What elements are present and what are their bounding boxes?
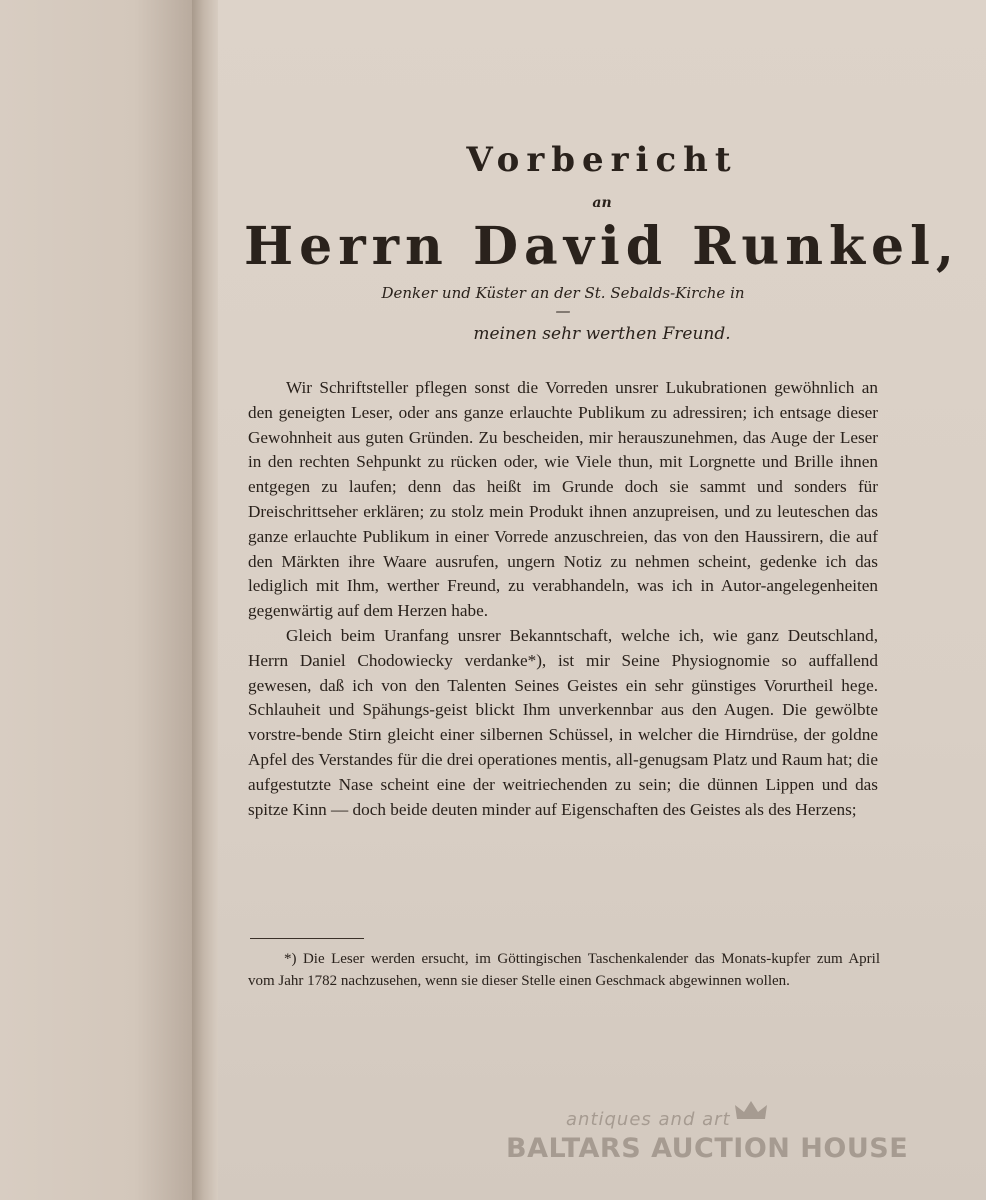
page-title: Vorbericht	[466, 140, 738, 180]
footnote-divider	[250, 938, 364, 939]
body-text	[248, 376, 878, 822]
addressee-role: Denker und Küster an der St. Sebalds-Kirche in —	[381, 284, 745, 320]
watermark	[506, 1105, 909, 1175]
crown-icon	[734, 1099, 768, 1127]
book-gutter	[192, 0, 218, 1200]
addressee-heading: Herrn David Runkel,	[244, 216, 960, 277]
watermark-tagline: antiques and art	[566, 1109, 731, 1130]
title-connector: an	[592, 195, 612, 211]
left-page-margin	[0, 0, 192, 1200]
watermark-name: BALTARS AUCTION HOUSE	[506, 1133, 909, 1164]
footnote: *) Die Leser werden ersucht, im Göttingischen Taschenkalender das Monats-kupfer zum April vom Jahr 1782 nachzusehen, wenn sie dieser Stelle einen Geschmack abgewinnen wollen.	[248, 951, 880, 989]
paragraph-2: Gleich beim Uranfang unsrer Bekanntschaft, welche ich, wie ganz Deutschland, Herrn Daniel Chodowiecky verdanke*), ist mir Seine Physiognomie so auffallend gewesen, daß ich von den Talenten Seines Geistes ein sehr günstiges Vorurtheil hege. Schlauheit und Spähungs-geist blickt Ihm unverkennbar aus den Augen. Die gewölbte vorstre-bende Stirn gleicht einer silbernen Schüssel, in welcher die Hirndrüse, der goldne Apfel des Verstandes für die drei operationes mentis, all-genugsam Platz und Raum hat; die aufgestutzte Nase scheint eine der weitriechenden zu sein; die dünnen Lippen und das spitze Kinn — doch beide deuten minder auf Eigenschaften des Geistes als des Herzens;	[248, 625, 878, 819]
paragraph-1: Wir Schriftsteller pflegen sonst die Vorreden unsrer Lukubrationen gewöhnlich an den geneigten Leser, oder ans ganze erlauchte Publikum zu adressiren; ich entsage dieser Gewohnheit aus guten Gründen. Zu bescheiden, mir herauszunehmen, das Auge der Leser in den rechten Sehpunkt zu rücken oder, wie Viele thun, mit Lorgnette und Brille ihnen entgegen zu laufen; denn das heißt im Grunde doch sie sammt und sonders für Dreischrittseher erklären; zu stolz mein Produkt ihnen anzupreisen, und zu leuteschen das ganze erlauchte Publikum in einer Vorrede anzuschreien, das von den Haussirern, die auf den Märkten ihre Waare ausrufen, ungern Notiz zu nehmen scheint, gedenke ich das lediglich mit Ihm, werther Freund, zu verabhandeln, was ich in Autor-angelegenheiten gegenwärtig auf dem Herzen habe.	[248, 378, 878, 621]
dedication-line: meinen sehr werthen Freund.	[473, 324, 731, 344]
